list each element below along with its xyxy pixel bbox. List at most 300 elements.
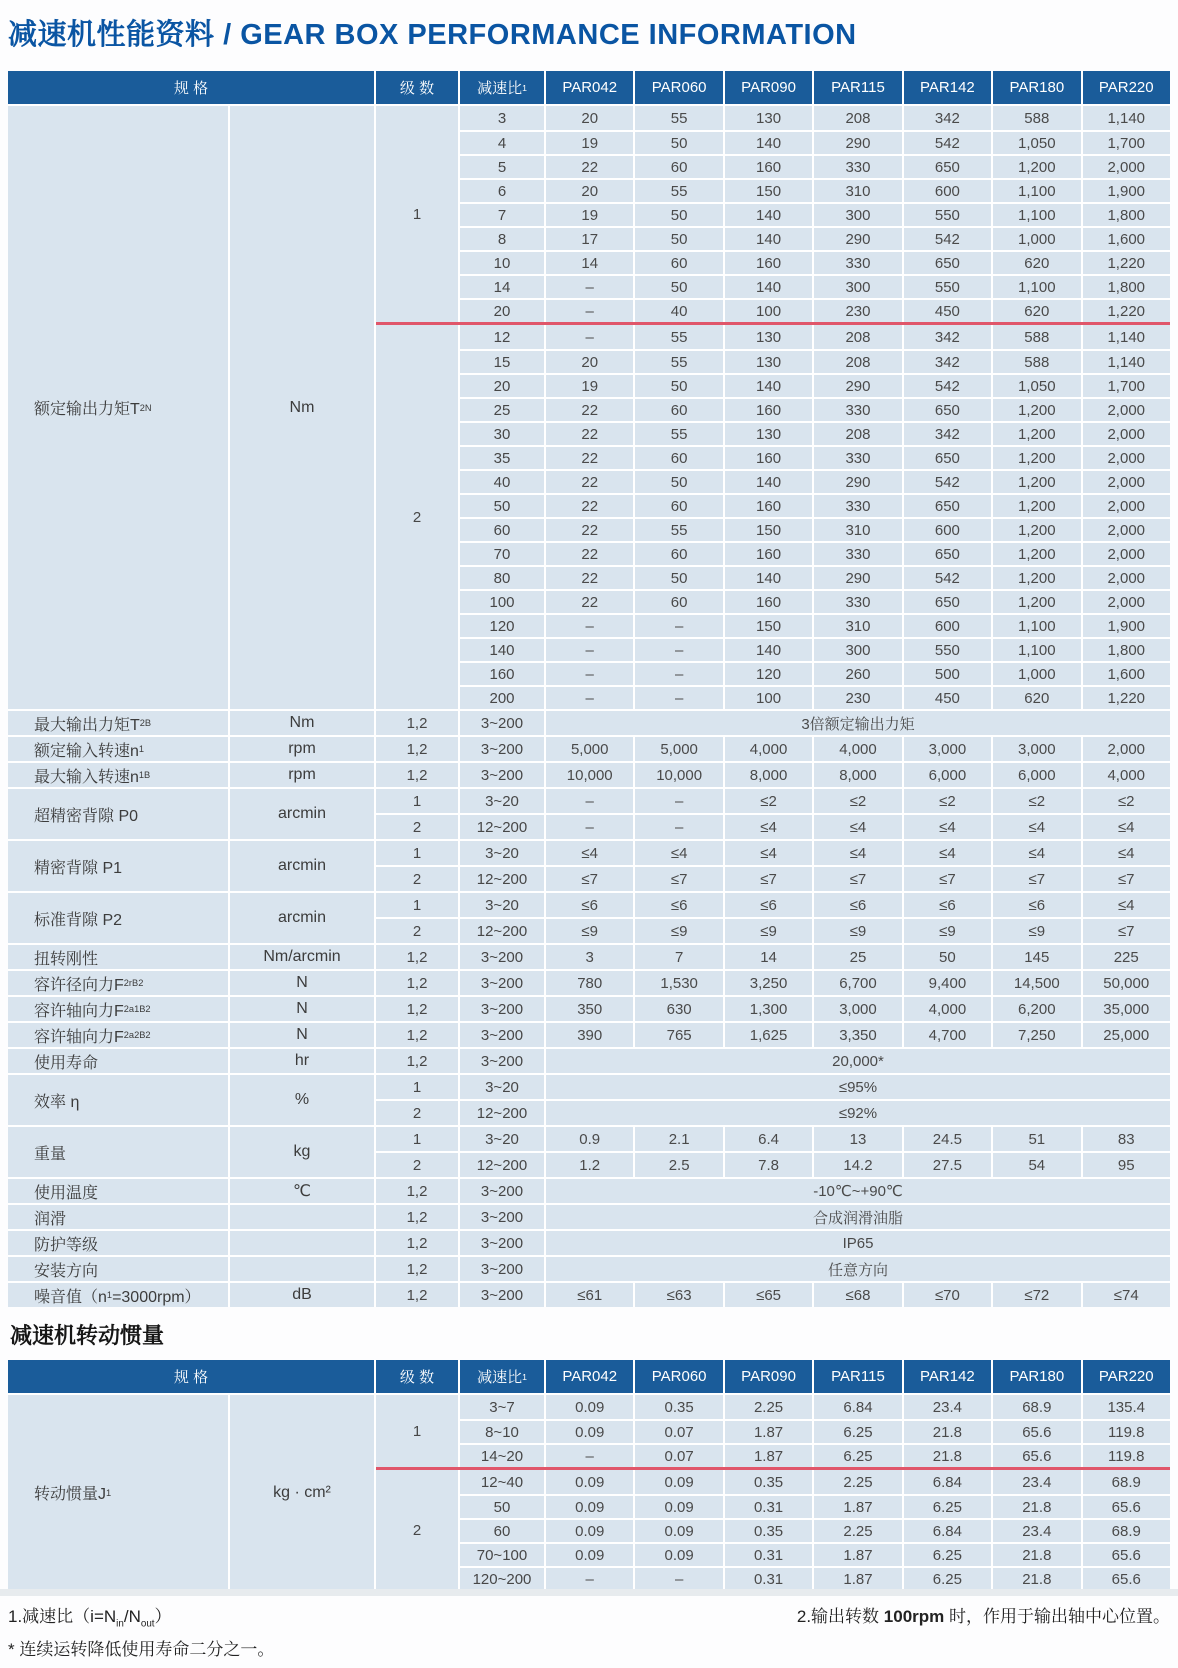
ratio-cell: 80 [460, 567, 546, 589]
column-header-model: PAR115 [814, 71, 903, 104]
value-cell: 0.09 [546, 1496, 635, 1518]
data-row [460, 661, 1170, 685]
value-cell: 600 [904, 519, 993, 541]
value-cell: 22 [546, 543, 635, 565]
data-row [460, 711, 1170, 735]
value-cell: – [546, 615, 635, 637]
stage-block [376, 1099, 1170, 1125]
value-cell: 230 [814, 300, 903, 322]
footnote-life: * 连续运转降低使用寿命二分之一。 [8, 1640, 275, 1659]
column-header-model: PAR142 [904, 71, 993, 104]
value-cell: 13 [814, 1127, 903, 1151]
group-body [376, 789, 1170, 839]
param-group [8, 1229, 1170, 1255]
value-cell: 290 [814, 375, 903, 397]
value-cell: 9,400 [904, 971, 993, 995]
column-header-spec: 规 格 [8, 71, 376, 104]
value-cell: ≤4 [725, 841, 814, 865]
value-cell: 310 [814, 615, 903, 637]
value-cell: 650 [904, 543, 993, 565]
data-row [460, 1075, 1170, 1099]
value-cell: ≤2 [904, 789, 993, 813]
param-unit: N [230, 997, 376, 1021]
value-cell: 140 [725, 132, 814, 154]
ratio-cell: 7 [460, 204, 546, 226]
ratio-cell: 35 [460, 447, 546, 469]
value-cell: 3,250 [725, 971, 814, 995]
ratio-cell: 3~200 [460, 1049, 546, 1073]
param-unit: N [230, 1023, 376, 1047]
ratio-cell: 3~7 [460, 1395, 546, 1419]
value-cell: 65.6 [1083, 1568, 1170, 1590]
value-cell: 4,000 [725, 737, 814, 761]
data-row [460, 325, 1170, 349]
value-cell: 14 [725, 945, 814, 969]
value-cell: ≤4 [1083, 841, 1170, 865]
value-cell: ≤4 [725, 815, 814, 839]
value-cell: 1.87 [814, 1496, 903, 1518]
value-cell: 65.6 [1083, 1496, 1170, 1518]
param-group [8, 1255, 1170, 1281]
value-cell: 225 [1083, 945, 1170, 969]
data-row [460, 1023, 1170, 1047]
column-header-spec: 规 格 [8, 1360, 376, 1393]
ratio-cell: 12~200 [460, 919, 546, 943]
ratio-cell: 6 [460, 180, 546, 202]
footnote-ratio: 1.减速比$(i=N_{in}/N_{out})$ [8, 1607, 172, 1630]
data-row [460, 971, 1170, 995]
value-cell: 55 [635, 519, 724, 541]
value-cell: 1.87 [814, 1544, 903, 1566]
value-cell: ≤7 [993, 867, 1082, 891]
value-cell: 2.25 [725, 1395, 814, 1419]
value-cell: 68.9 [993, 1395, 1082, 1419]
data-row [460, 469, 1170, 493]
value-cell: – [546, 300, 635, 322]
value-cell: 160 [725, 399, 814, 421]
group-body [376, 737, 1170, 761]
ratio-cell: 4 [460, 132, 546, 154]
value-cell: 0.35 [725, 1470, 814, 1494]
param-group [8, 1203, 1170, 1229]
value-cell: 60 [635, 447, 724, 469]
value-cell: ≤4 [635, 841, 724, 865]
value-cell: 20 [546, 180, 635, 202]
value-cell: 330 [814, 156, 903, 178]
data-row [460, 1518, 1170, 1542]
ratio-cell: 10 [460, 252, 546, 274]
inertia-table [8, 1360, 1170, 1590]
value-cell: 50 [635, 375, 724, 397]
column-header-stage: 级 数 [376, 1360, 460, 1393]
value-cell: 60 [635, 156, 724, 178]
value-cell: 1,200 [993, 519, 1082, 541]
param-group [8, 995, 1170, 1021]
ratio-cell: 25 [460, 399, 546, 421]
value-cell: 6.84 [904, 1470, 993, 1494]
value-cell: 1,200 [993, 447, 1082, 469]
stage-rows [460, 919, 1170, 943]
value-cell: 350 [546, 997, 635, 1021]
data-row [460, 589, 1170, 613]
stage-cell: 1,2 [376, 763, 460, 787]
value-cell: 260 [814, 663, 903, 685]
ratio-cell: 3~200 [460, 711, 546, 735]
param-unit: Nm [230, 711, 376, 735]
value-cell: 22 [546, 591, 635, 613]
value-cell: 10,000 [546, 763, 635, 787]
column-header-model: PAR220 [1098, 79, 1154, 96]
ratio-cell: 120~200 [460, 1568, 546, 1590]
value-cell: ≤6 [635, 893, 724, 917]
value-cell: 2,000 [1083, 737, 1170, 761]
value-span-cell: ≤92% [546, 1101, 1170, 1125]
data-row [460, 106, 1170, 130]
value-cell: 208 [814, 106, 903, 130]
value-cell: 1,140 [1083, 351, 1170, 373]
param-group [8, 1047, 1170, 1073]
stage-rows [460, 1283, 1170, 1307]
param-group [8, 1073, 1170, 1125]
value-cell: 780 [546, 971, 635, 995]
value-cell: ≤4 [1083, 893, 1170, 917]
value-cell: 140 [725, 639, 814, 661]
value-cell: 542 [904, 471, 993, 493]
stage-cell: 1 [376, 106, 460, 322]
param-group [8, 735, 1170, 761]
ratio-cell: 60 [460, 519, 546, 541]
group-body [376, 1127, 1170, 1177]
param-unit: rpm [230, 763, 376, 787]
param-group [8, 1281, 1170, 1307]
value-cell: 0.07 [635, 1421, 724, 1443]
value-cell: – [635, 1568, 724, 1590]
value-cell: 60 [635, 591, 724, 613]
value-cell: 160 [725, 591, 814, 613]
ratio-cell: 60 [460, 1520, 546, 1542]
value-cell: 51 [993, 1127, 1082, 1151]
value-cell: 550 [904, 639, 993, 661]
data-row [460, 763, 1170, 787]
value-cell: 1,050 [993, 375, 1082, 397]
param-unit [230, 1205, 376, 1229]
value-cell: – [546, 815, 635, 839]
value-cell: 2,000 [1083, 447, 1170, 469]
param-label: 噪音值（n 1 =3000rpm） [8, 1283, 230, 1307]
ratio-cell: 3~200 [460, 737, 546, 761]
data-row [460, 397, 1170, 421]
value-cell: 140 [725, 471, 814, 493]
value-cell: ≤68 [814, 1283, 903, 1307]
value-cell: 21.8 [993, 1544, 1082, 1566]
value-cell: 330 [814, 591, 903, 613]
stage-block [376, 1470, 1170, 1590]
value-cell: 588 [993, 106, 1082, 130]
value-cell: 150 [725, 519, 814, 541]
param-group [8, 787, 1170, 839]
value-cell: 160 [725, 447, 814, 469]
stage-cell: 1 [376, 789, 460, 813]
ratio-cell: 50 [460, 495, 546, 517]
value-cell: 119.8 [1083, 1445, 1170, 1467]
stage-block [376, 711, 1170, 735]
value-cell: 35,000 [1083, 997, 1170, 1021]
stage-block [376, 1257, 1170, 1281]
value-cell: 20 [546, 351, 635, 373]
ratio-cell: 160 [460, 663, 546, 685]
data-row [460, 421, 1170, 445]
value-cell: 1,600 [1083, 663, 1170, 685]
param-label: 容许径向力F 2rB 2 [8, 971, 230, 995]
data-row [460, 154, 1170, 178]
value-cell: 6.25 [814, 1421, 903, 1443]
value-cell: 8,000 [814, 763, 903, 787]
value-cell: 25 [814, 945, 903, 969]
stage-cell: 1,2 [376, 1205, 460, 1229]
param-label: 转动惯量J 1 [8, 1395, 230, 1590]
value-cell: 1,200 [993, 156, 1082, 178]
value-cell: 1,700 [1083, 132, 1170, 154]
value-cell: 2.25 [814, 1470, 903, 1494]
value-cell: ≤63 [635, 1283, 724, 1307]
stage-block [376, 1231, 1170, 1255]
stage-cell: 1,2 [376, 1049, 460, 1073]
ratio-cell: 12~40 [460, 1470, 546, 1494]
value-cell: 68.9 [1083, 1470, 1170, 1494]
column-header-stage: 级 数 [376, 71, 460, 104]
group-body [376, 106, 1170, 709]
stage-cell: 1 [376, 841, 460, 865]
group-body [376, 1023, 1170, 1047]
value-cell: ≤7 [904, 867, 993, 891]
data-row [460, 737, 1170, 761]
column-header-model: PAR180 [993, 71, 1082, 104]
ratio-cell: 3~200 [460, 971, 546, 995]
value-cell: ≤6 [993, 893, 1082, 917]
data-row [460, 250, 1170, 274]
stage-cell: 2 [376, 919, 460, 943]
value-cell: – [546, 1445, 635, 1467]
stage-cell: 1,2 [376, 737, 460, 761]
stage-block [376, 841, 1170, 865]
value-cell: 0.09 [635, 1544, 724, 1566]
ratio-cell: 200 [460, 687, 546, 709]
value-cell: ≤7 [725, 867, 814, 891]
value-cell: 2,000 [1083, 567, 1170, 589]
value-cell: 542 [904, 132, 993, 154]
value-cell: 6.25 [904, 1496, 993, 1518]
value-cell: 100 [725, 687, 814, 709]
value-cell: 0.09 [635, 1520, 724, 1542]
value-cell: 22 [546, 423, 635, 445]
data-row [460, 1049, 1170, 1073]
data-row [460, 1443, 1170, 1467]
stage-rows [460, 1023, 1170, 1047]
stage-block [376, 1283, 1170, 1307]
value-cell: 140 [725, 204, 814, 226]
value-cell: ≤4 [1083, 815, 1170, 839]
param-unit: rpm [230, 737, 376, 761]
value-cell: – [546, 663, 635, 685]
performance-table [8, 71, 1170, 1307]
param-label: 最大输出力矩T 2B [8, 711, 230, 735]
value-cell: ≤2 [1083, 789, 1170, 813]
value-cell: 60 [635, 543, 724, 565]
value-cell: 1,100 [993, 639, 1082, 661]
value-cell: 55 [635, 351, 724, 373]
value-cell: ≤2 [814, 789, 903, 813]
ratio-cell: 14 [460, 276, 546, 298]
stage-cell: 2 [376, 1153, 460, 1177]
value-cell: 0.09 [546, 1421, 635, 1443]
value-cell: 310 [814, 519, 903, 541]
ratio-cell: 100 [460, 591, 546, 613]
value-cell: 1,140 [1083, 106, 1170, 130]
value-cell: 4,700 [904, 1023, 993, 1047]
value-cell: 21.8 [904, 1445, 993, 1467]
value-cell: – [546, 687, 635, 709]
value-cell: 55 [635, 325, 724, 349]
value-cell: – [546, 1568, 635, 1590]
page-title-en: GEAR BOX PERFORMANCE INFORMATION [240, 19, 857, 51]
value-cell: 23.4 [993, 1470, 1082, 1494]
value-cell: – [546, 276, 635, 298]
value-span-cell: 3倍额定输出力矩 [546, 711, 1170, 735]
value-cell: ≤9 [725, 919, 814, 943]
value-cell: ≤9 [904, 919, 993, 943]
value-cell: 650 [904, 447, 993, 469]
data-row [460, 1231, 1170, 1255]
value-cell: 21.8 [993, 1496, 1082, 1518]
value-cell: 2,000 [1083, 543, 1170, 565]
data-row [460, 130, 1170, 154]
param-label: 超精密背隙 P0 [8, 789, 230, 839]
value-cell: 4,000 [1083, 763, 1170, 787]
value-cell: 27.5 [904, 1153, 993, 1177]
value-cell: ≤6 [814, 893, 903, 917]
value-cell: 17 [546, 228, 635, 250]
value-cell: 208 [814, 423, 903, 445]
column-header-model: PAR060 [635, 71, 724, 104]
data-row [460, 815, 1170, 839]
param-label: 效率 η [8, 1075, 230, 1125]
value-cell: 290 [814, 567, 903, 589]
value-cell: 65.6 [993, 1421, 1082, 1443]
value-cell: 55 [635, 106, 724, 130]
page-edge [0, 1589, 1178, 1596]
ratio-cell: 3~200 [460, 1023, 546, 1047]
stage-block [376, 737, 1170, 761]
stage-block [376, 893, 1170, 917]
ratio-cell: 50 [460, 1496, 546, 1518]
value-cell: 6.25 [814, 1445, 903, 1467]
stage-rows [460, 763, 1170, 787]
value-cell: 290 [814, 228, 903, 250]
stage-block [376, 971, 1170, 995]
ratio-cell: 8 [460, 228, 546, 250]
value-cell: 160 [725, 156, 814, 178]
value-cell: ≤4 [993, 841, 1082, 865]
data-row [460, 1283, 1170, 1307]
value-cell: 135.4 [1083, 1395, 1170, 1419]
value-cell: 160 [725, 543, 814, 565]
value-cell: – [546, 789, 635, 813]
value-cell: 300 [814, 204, 903, 226]
column-header-ratio: 减速比 1 [460, 71, 546, 104]
ratio-cell: 3~200 [460, 1205, 546, 1229]
stage-rows [460, 815, 1170, 839]
data-row [460, 1395, 1170, 1419]
value-cell: 650 [904, 252, 993, 274]
data-row [460, 517, 1170, 541]
param-unit: % [230, 1075, 376, 1125]
ratio-cell: 3~20 [460, 789, 546, 813]
value-cell: 0.09 [546, 1544, 635, 1566]
column-header-model: PAR042 [546, 1360, 635, 1393]
stage-rows [460, 737, 1170, 761]
param-unit: dB [230, 1283, 376, 1307]
value-cell: 8,000 [725, 763, 814, 787]
value-cell: 23.4 [904, 1395, 993, 1419]
param-group [8, 943, 1170, 969]
value-cell: 22 [546, 519, 635, 541]
value-cell: 6.25 [904, 1568, 993, 1590]
value-cell: 150 [725, 180, 814, 202]
value-cell: 1.2 [546, 1153, 635, 1177]
stage-block [376, 789, 1170, 813]
value-cell: 14 [546, 252, 635, 274]
stage-block [376, 763, 1170, 787]
value-cell: 3,000 [993, 737, 1082, 761]
value-span-cell: -10℃~+90℃ [546, 1179, 1170, 1203]
data-row [460, 493, 1170, 517]
value-cell: – [635, 663, 724, 685]
ratio-cell: 20 [460, 300, 546, 322]
value-cell: 1,200 [993, 399, 1082, 421]
param-group [8, 1021, 1170, 1047]
data-row [460, 298, 1170, 322]
value-cell: 1,800 [1083, 276, 1170, 298]
stage-rows [460, 1075, 1170, 1099]
ratio-cell: 3~20 [460, 893, 546, 917]
value-cell: 0.35 [635, 1395, 724, 1419]
value-cell: 140 [725, 276, 814, 298]
value-cell: 330 [814, 495, 903, 517]
ratio-cell: 3~200 [460, 1231, 546, 1255]
value-cell: 6,000 [904, 763, 993, 787]
param-group [8, 1177, 1170, 1203]
value-cell: 19 [546, 204, 635, 226]
value-span-cell: ≤95% [546, 1075, 1170, 1099]
data-row [460, 685, 1170, 709]
value-cell: 7 [635, 945, 724, 969]
value-cell: 1,220 [1083, 687, 1170, 709]
value-cell: 95 [1083, 1153, 1170, 1177]
value-cell: 550 [904, 276, 993, 298]
page-title-separator: / [214, 19, 241, 51]
group-body [376, 841, 1170, 891]
data-row [460, 613, 1170, 637]
data-row [460, 945, 1170, 969]
group-body [376, 1231, 1170, 1255]
param-label: 最大输入转速n 1B [8, 763, 230, 787]
group-body [376, 1395, 1170, 1590]
ratio-cell: 70 [460, 543, 546, 565]
value-cell: 22 [546, 156, 635, 178]
value-cell: 1,700 [1083, 375, 1170, 397]
group-body [376, 1205, 1170, 1229]
stage-rows [460, 1179, 1170, 1203]
